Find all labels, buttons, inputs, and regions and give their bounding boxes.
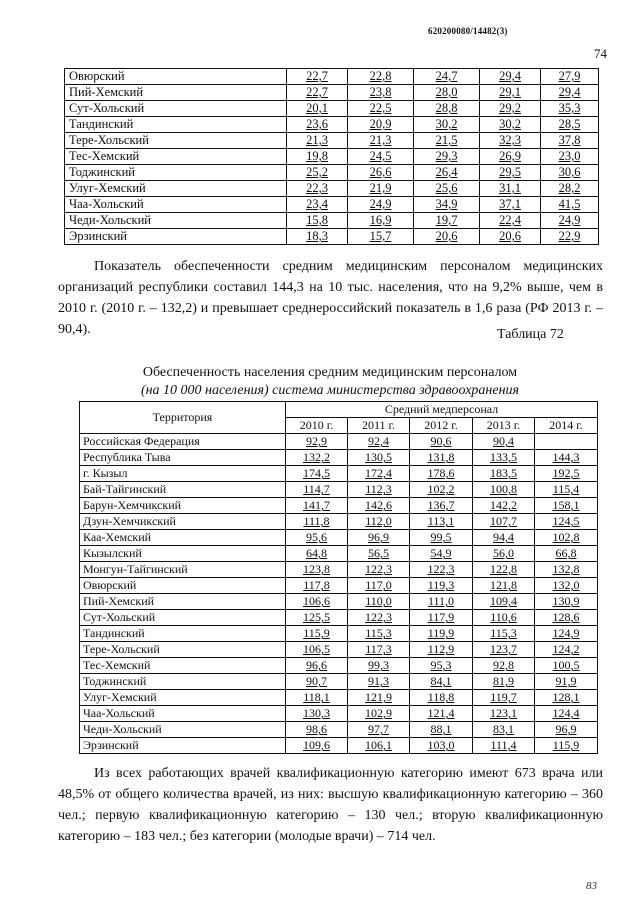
value-cell: 25,6 — [414, 181, 480, 197]
paragraph-qualification: Из всех работающих врачей квалификационную категорию имеют 673 врача или 48,5% от общего количества врачей, из них: высшую квалификационную категорию – 360 чел.; первую квалификационную категорию – 130 чел.; вторую квалификационную категорию – 183 чел.; без категории (молодые врачи) – 714 чел. — [58, 766, 603, 844]
value-cell: 102,9 — [348, 706, 410, 722]
table-row — [80, 562, 598, 578]
value-cell: 119,7 — [473, 690, 535, 706]
value-cell: 91,3 — [348, 674, 410, 690]
table-row — [65, 229, 599, 245]
value-cell: 130,9 — [535, 594, 598, 610]
value-cell: 54,9 — [410, 546, 473, 562]
table-row — [65, 197, 599, 213]
table-row — [65, 85, 599, 101]
value-cell: 15,8 — [287, 213, 348, 229]
value-cell: 29,4 — [480, 69, 541, 85]
table-row — [65, 213, 599, 229]
value-cell: 25,2 — [287, 165, 348, 181]
value-cell: 88,1 — [410, 722, 473, 738]
value-cell: 142,2 — [473, 498, 535, 514]
value-cell: 28,0 — [414, 85, 480, 101]
value-cell: 24,9 — [541, 213, 599, 229]
table-staffing — [79, 401, 598, 754]
value-cell: 106,5 — [286, 642, 348, 658]
table-row — [80, 626, 598, 642]
value-cell: 96,9 — [348, 530, 410, 546]
territory-cell: Российская Федерация — [80, 434, 286, 450]
table-row — [80, 530, 598, 546]
value-cell: 119,3 — [410, 578, 473, 594]
table-row — [80, 610, 598, 626]
value-cell: 95,6 — [286, 530, 348, 546]
value-cell: 123,8 — [286, 562, 348, 578]
value-cell: 24,9 — [348, 197, 414, 213]
territory-cell: Чаа-Хольский — [65, 197, 287, 213]
value-cell: 92,8 — [473, 658, 535, 674]
value-cell: 94,4 — [473, 530, 535, 546]
value-cell: 115,3 — [348, 626, 410, 642]
value-cell: 112,3 — [348, 482, 410, 498]
table-row — [80, 690, 598, 706]
header-group: Средний медперсонал — [286, 402, 598, 418]
value-cell: 21,5 — [414, 133, 480, 149]
value-cell: 29,1 — [480, 85, 541, 101]
value-cell: 37,8 — [541, 133, 599, 149]
territory-cell: Овюрский — [65, 69, 287, 85]
value-cell: 136,7 — [410, 498, 473, 514]
value-cell: 183,5 — [473, 466, 535, 482]
value-cell: 123,1 — [473, 706, 535, 722]
value-cell: 81,9 — [473, 674, 535, 690]
value-cell: 117,0 — [348, 578, 410, 594]
territory-cell: Чеди-Хольский — [80, 722, 286, 738]
value-cell: 128,6 — [535, 610, 598, 626]
value-cell: 178,6 — [410, 466, 473, 482]
table-row — [80, 706, 598, 722]
territory-cell: Чеди-Хольский — [65, 213, 287, 229]
territory-cell: Тере-Хольский — [80, 642, 286, 658]
value-cell: 99,3 — [348, 658, 410, 674]
value-cell: 37,1 — [480, 197, 541, 213]
territory-cell: Тере-Хольский — [65, 133, 287, 149]
value-cell: 106,1 — [348, 738, 410, 754]
value-cell: 29,3 — [414, 149, 480, 165]
value-cell: 118,1 — [286, 690, 348, 706]
value-cell: 32,3 — [480, 133, 541, 149]
value-cell: 26,4 — [414, 165, 480, 181]
table-staffing-body — [80, 434, 598, 754]
value-cell: 29,5 — [480, 165, 541, 181]
table-subtitle: (на 10 000 населения) система министерства здравоохранения — [140, 383, 520, 398]
value-cell: 41,5 — [541, 197, 599, 213]
document-id: 620200080/14482(3) — [428, 26, 508, 36]
value-cell: 56,0 — [473, 546, 535, 562]
value-cell: 130,5 — [348, 450, 410, 466]
value-cell: 144,3 — [535, 450, 598, 466]
value-cell: 95,3 — [410, 658, 473, 674]
value-cell: 97,7 — [348, 722, 410, 738]
value-cell: 35,3 — [541, 101, 599, 117]
value-cell: 23,4 — [287, 197, 348, 213]
territory-cell: Пий-Хемский — [80, 594, 286, 610]
value-cell: 24,5 — [348, 149, 414, 165]
value-cell: 56,5 — [348, 546, 410, 562]
value-cell: 22,5 — [348, 101, 414, 117]
value-cell: 21,3 — [348, 133, 414, 149]
value-cell: 133,5 — [473, 450, 535, 466]
header-territory: Территория — [80, 402, 286, 434]
value-cell: 110,0 — [348, 594, 410, 610]
territory-cell: Каа-Хемский — [80, 530, 286, 546]
value-cell: 115,9 — [286, 626, 348, 642]
value-cell: 20,9 — [348, 117, 414, 133]
header-year: 2013 г. — [473, 418, 535, 434]
value-cell: 142,6 — [348, 498, 410, 514]
table-row — [80, 722, 598, 738]
value-cell: 24,7 — [414, 69, 480, 85]
value-cell: 29,2 — [480, 101, 541, 117]
header-year: 2010 г. — [286, 418, 348, 434]
paragraph-staffing-summary: Показатель обеспеченности средним медицинским персоналом медицинских организаций республики составил 144,3 на 10 тыс. населения, что на 9,2% выше, чем в 2010 г. (2010 г. – 132,2) и превышает среднероссийский показатель в 1,6 раза (РФ 2013 г. – 90,4). — [58, 259, 603, 337]
territory-cell: Бай-Тайгинский — [80, 482, 286, 498]
value-cell: 106,6 — [286, 594, 348, 610]
value-cell: 158,1 — [535, 498, 598, 514]
value-cell: 112,0 — [348, 514, 410, 530]
territory-cell: Тандинский — [80, 626, 286, 642]
value-cell: 141,7 — [286, 498, 348, 514]
value-cell: 28,5 — [541, 117, 599, 133]
value-cell: 111,0 — [410, 594, 473, 610]
table-row — [80, 498, 598, 514]
table-row — [80, 594, 598, 610]
value-cell: 22,9 — [541, 229, 599, 245]
value-cell: 125,5 — [286, 610, 348, 626]
value-cell: 122,3 — [348, 610, 410, 626]
value-cell: 26,9 — [480, 149, 541, 165]
value-cell: 30,6 — [541, 165, 599, 181]
value-cell: 28,8 — [414, 101, 480, 117]
territory-cell: Чаа-Хольский — [80, 706, 286, 722]
header-year: 2011 г. — [348, 418, 410, 434]
value-cell: 113,1 — [410, 514, 473, 530]
value-cell: 110,6 — [473, 610, 535, 626]
value-cell: 31,1 — [480, 181, 541, 197]
value-cell: 22,4 — [480, 213, 541, 229]
value-cell: 117,3 — [348, 642, 410, 658]
header-year: 2012 г. — [410, 418, 473, 434]
value-cell: 118,8 — [410, 690, 473, 706]
value-cell: 115,3 — [473, 626, 535, 642]
header-year: 2014 г. — [535, 418, 598, 434]
value-cell: 92,9 — [286, 434, 348, 450]
table-continued-body — [65, 69, 599, 245]
table-row — [80, 482, 598, 498]
value-cell: 115,9 — [535, 738, 598, 754]
value-cell: 21,9 — [348, 181, 414, 197]
value-cell: 90,4 — [473, 434, 535, 450]
value-cell: 96,6 — [286, 658, 348, 674]
value-cell: 132,2 — [286, 450, 348, 466]
value-cell: 15,7 — [348, 229, 414, 245]
table-row — [65, 101, 599, 117]
value-cell: 122,3 — [410, 562, 473, 578]
value-cell: 92,4 — [348, 434, 410, 450]
value-cell: 26,6 — [348, 165, 414, 181]
value-cell: 130,3 — [286, 706, 348, 722]
value-cell: 29,4 — [541, 85, 599, 101]
table-label: Таблица 72 — [497, 327, 564, 342]
value-cell: 22,3 — [287, 181, 348, 197]
value-cell: 121,4 — [410, 706, 473, 722]
value-cell: 23,8 — [348, 85, 414, 101]
table-continued — [64, 68, 599, 245]
value-cell: 18,3 — [287, 229, 348, 245]
value-cell: 19,7 — [414, 213, 480, 229]
value-cell: 20,1 — [287, 101, 348, 117]
value-cell: 22,7 — [287, 85, 348, 101]
territory-cell: Сут-Хольский — [65, 101, 287, 117]
territory-cell: Тоджинский — [80, 674, 286, 690]
value-cell: 103,0 — [410, 738, 473, 754]
value-cell: 112,9 — [410, 642, 473, 658]
value-cell: 84,1 — [410, 674, 473, 690]
value-cell: 132,0 — [535, 578, 598, 594]
value-cell: 34,9 — [414, 197, 480, 213]
territory-cell: г. Кызыл — [80, 466, 286, 482]
value-cell: 16,9 — [348, 213, 414, 229]
value-cell: 99,5 — [410, 530, 473, 546]
table-row — [80, 674, 598, 690]
value-cell: 119,9 — [410, 626, 473, 642]
territory-cell: Эрзинский — [65, 229, 287, 245]
table-row — [65, 149, 599, 165]
value-cell: 109,6 — [286, 738, 348, 754]
value-cell: 111,8 — [286, 514, 348, 530]
table-row — [65, 165, 599, 181]
table-row — [80, 738, 598, 754]
value-cell: 64,8 — [286, 546, 348, 562]
page-number: 74 — [594, 46, 607, 61]
territory-cell: Тес-Хемский — [65, 149, 287, 165]
table-row — [80, 466, 598, 482]
territory-cell: Улуг-Хемский — [65, 181, 287, 197]
table-header-row — [80, 402, 598, 418]
territory-cell: Дзун-Хемчикский — [80, 514, 286, 530]
value-cell: 174,5 — [286, 466, 348, 482]
value-cell: 117,8 — [286, 578, 348, 594]
value-cell: 28,2 — [541, 181, 599, 197]
value-cell: 123,7 — [473, 642, 535, 658]
value-cell: 192,5 — [535, 466, 598, 482]
value-cell: 124,5 — [535, 514, 598, 530]
table-row — [80, 450, 598, 466]
value-cell: 100,5 — [535, 658, 598, 674]
value-cell: 96,9 — [535, 722, 598, 738]
territory-cell: Эрзинский — [80, 738, 286, 754]
table-row — [80, 546, 598, 562]
territory-cell: Кызылский — [80, 546, 286, 562]
table-row — [80, 578, 598, 594]
value-cell: 124,4 — [535, 706, 598, 722]
value-cell: 100,8 — [473, 482, 535, 498]
value-cell: 109,4 — [473, 594, 535, 610]
value-cell: 111,4 — [473, 738, 535, 754]
table-row — [80, 658, 598, 674]
value-cell: 27,9 — [541, 69, 599, 85]
value-cell: 124,2 — [535, 642, 598, 658]
value-cell: 20,6 — [480, 229, 541, 245]
territory-cell: Тоджинский — [65, 165, 287, 181]
territory-cell: Барун-Хемчикский — [80, 498, 286, 514]
corner-mark: 83 — [586, 880, 597, 892]
table-row — [65, 69, 599, 85]
table-row — [80, 434, 598, 450]
territory-cell: Тес-Хемский — [80, 658, 286, 674]
value-cell: 98,6 — [286, 722, 348, 738]
table-row — [65, 181, 599, 197]
value-cell: 30,2 — [480, 117, 541, 133]
value-cell: 131,8 — [410, 450, 473, 466]
table-row — [80, 514, 598, 530]
territory-cell: Пий-Хемский — [65, 85, 287, 101]
value-cell: 124,9 — [535, 626, 598, 642]
value-cell: 19,8 — [287, 149, 348, 165]
territory-cell: Улуг-Хемский — [80, 690, 286, 706]
table-row — [65, 133, 599, 149]
value-cell: 30,2 — [414, 117, 480, 133]
value-cell: 22,7 — [287, 69, 348, 85]
value-cell: 23,6 — [287, 117, 348, 133]
value-cell: 117,9 — [410, 610, 473, 626]
value-cell: 90,6 — [410, 434, 473, 450]
value-cell: 102,8 — [535, 530, 598, 546]
territory-cell: Сут-Хольский — [80, 610, 286, 626]
territory-cell: Республика Тыва — [80, 450, 286, 466]
territory-cell: Тандинский — [65, 117, 287, 133]
value-cell: 172,4 — [348, 466, 410, 482]
value-cell: 122,3 — [348, 562, 410, 578]
value-cell: 107,7 — [473, 514, 535, 530]
value-cell: 121,9 — [348, 690, 410, 706]
value-cell: 23,0 — [541, 149, 599, 165]
value-cell: 121,8 — [473, 578, 535, 594]
value-cell: 90,7 — [286, 674, 348, 690]
value-cell: 83,1 — [473, 722, 535, 738]
territory-cell: Монгун-Тайгинский — [80, 562, 286, 578]
value-cell: 122,8 — [473, 562, 535, 578]
value-cell: 91,9 — [535, 674, 598, 690]
table-row — [80, 642, 598, 658]
value-cell: 21,3 — [287, 133, 348, 149]
value-cell: 22,8 — [348, 69, 414, 85]
table-row — [65, 117, 599, 133]
table-title: Обеспеченность населения средним медицинским персоналом — [142, 365, 518, 380]
value-cell: 128,1 — [535, 690, 598, 706]
value-cell: 20,6 — [414, 229, 480, 245]
value-cell — [535, 434, 598, 450]
value-cell: 114,7 — [286, 482, 348, 498]
value-cell: 102,2 — [410, 482, 473, 498]
value-cell: 66,8 — [535, 546, 598, 562]
territory-cell: Овюрский — [80, 578, 286, 594]
value-cell: 115,4 — [535, 482, 598, 498]
value-cell: 132,8 — [535, 562, 598, 578]
